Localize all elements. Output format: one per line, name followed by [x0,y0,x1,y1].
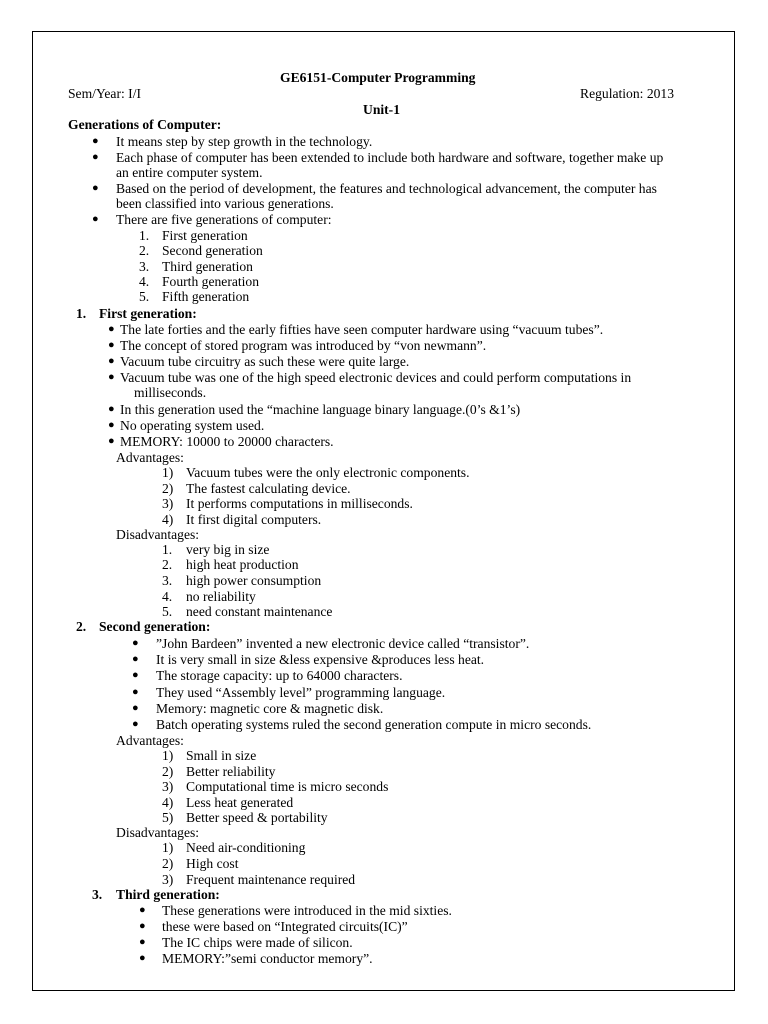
intro-bullet: Each phase of computer has been extended to include both hardware and software, together make up [116,150,664,165]
intro-bullet-cont: been classified into various generations. [116,196,334,211]
bullet-icon: ● [108,419,115,431]
bullet-icon: ● [108,403,115,415]
section-number: 1. [76,306,87,321]
bullet-text: ”John Bardeen” invented a new electronic device called “transistor”. [156,636,530,651]
bullet-icon: ● [92,135,99,147]
bullet-icon: ● [132,669,139,681]
intro-bullet: There are five generations of computer: [116,212,332,227]
advantage-item: Small in size [186,748,257,763]
bullet-text: MEMORY: 10000 to 20000 characters. [120,434,334,449]
section-heading: Second generation: [99,619,211,634]
advantage-item: It first digital computers. [186,512,322,527]
unit-title: Unit-1 [363,102,401,117]
list-number: 4. [162,589,173,604]
disadvantages-label: Disadvantages: [116,825,200,840]
list-item: Third generation [162,259,253,274]
bullet-icon: ● [92,182,99,194]
bullet-text: The IC chips were made of silicon. [162,935,353,950]
list-number: 1. [162,542,173,557]
list-number: 3. [162,573,173,588]
bullet-icon: ● [92,151,99,163]
list-number: 2) [162,481,174,496]
disadvantages-label: Disadvantages: [116,527,200,542]
list-number: 1) [162,748,174,763]
list-item: Second generation [162,243,263,258]
advantage-item: Better reliability [186,764,276,779]
list-number: 3) [162,496,174,511]
list-item: Fourth generation [162,274,260,289]
list-item: First generation [162,228,248,243]
advantage-item: It performs computations in milliseconds. [186,496,413,511]
course-title: GE6151-Computer Programming [280,70,476,85]
list-number: 4) [162,795,174,810]
bullet-text: They used “Assembly level” programming language. [156,685,446,700]
bullet-text: Vacuum tube was one of the high speed electronic devices and could perform computations in [120,370,632,385]
intro-bullet-cont: an entire computer system. [116,165,263,180]
list-number: 5. [162,604,173,619]
list-number: 3) [162,872,174,887]
list-number: 3) [162,779,174,794]
bullet-icon: ● [132,637,139,649]
list-number: 4. [139,274,150,289]
bullet-text: No operating system used. [120,418,265,433]
bullet-icon: ● [108,355,115,367]
list-number: 2) [162,856,174,871]
list-number: 5. [139,289,150,304]
bullet-text: The concept of stored program was introduced by “von newmann”. [120,338,487,353]
bullet-icon: ● [132,702,139,714]
list-number: 1) [162,840,174,855]
section-number: 3. [92,887,103,902]
advantage-item: Computational time is micro seconds [186,779,389,794]
bullet-icon: ● [108,339,115,351]
list-number: 2) [162,764,174,779]
sem-year: Sem/Year: I/I [68,86,141,101]
bullet-text-cont: milliseconds. [134,385,207,400]
bullet-text: These generations were introduced in the mid sixties. [162,903,452,918]
list-number: 1) [162,465,174,480]
disadvantage-item: Frequent maintenance required [186,872,356,887]
section-heading: Third generation: [116,887,220,902]
advantage-item: Less heat generated [186,795,294,810]
bullet-text: Vacuum tube circuitry as such these were quite large. [120,354,410,369]
advantage-item: The fastest calculating device. [186,481,351,496]
bullet-icon: ● [139,936,146,948]
disadvantage-item: need constant maintenance [186,604,333,619]
advantages-label: Advantages: [116,450,184,465]
section-heading: Generations of Computer: [68,117,222,132]
disadvantage-item: no reliability [186,589,256,604]
section-number: 2. [76,619,87,634]
bullet-icon: ● [108,435,115,447]
bullet-icon: ● [132,653,139,665]
bullet-text: The storage capacity: up to 64000 characters. [156,668,403,683]
advantage-item: Better speed & portability [186,810,328,825]
list-number: 1. [139,228,150,243]
disadvantage-item: high heat production [186,557,299,572]
bullet-text: The late forties and the early fifties have seen computer hardware using “vacuum tubes”. [120,322,604,337]
bullet-text: these were based on “Integrated circuits(IC)” [162,919,408,934]
bullet-icon: ● [108,371,115,383]
bullet-icon: ● [139,920,146,932]
list-number: 5) [162,810,174,825]
bullet-text: MEMORY:”semi conductor memory”. [162,951,373,966]
disadvantage-item: very big in size [186,542,270,557]
list-number: 3. [139,259,150,274]
bullet-text: Memory: magnetic core & magnetic disk. [156,701,384,716]
bullet-icon: ● [139,904,146,916]
list-number: 4) [162,512,174,527]
bullet-icon: ● [108,323,115,335]
bullet-icon: ● [139,952,146,964]
disadvantage-item: high power consumption [186,573,322,588]
bullet-text: It is very small in size &less expensive &produces less heat. [156,652,485,667]
disadvantage-item: High cost [186,856,239,871]
disadvantage-item: Need air-conditioning [186,840,306,855]
bullet-icon: ● [132,718,139,730]
section-heading: First generation: [99,306,197,321]
bullet-text: In this generation used the “machine language binary language.(0’s &1’s) [120,402,521,417]
regulation: Regulation: 2013 [580,86,675,101]
bullet-icon: ● [132,686,139,698]
bullet-icon: ● [92,213,99,225]
intro-bullet: It means step by step growth in the technology. [116,134,373,149]
advantage-item: Vacuum tubes were the only electronic components. [186,465,470,480]
list-number: 2. [139,243,150,258]
list-item: Fifth generation [162,289,250,304]
bullet-text: Batch operating systems ruled the second generation compute in micro seconds. [156,717,592,732]
advantages-label: Advantages: [116,733,184,748]
list-number: 2. [162,557,173,572]
intro-bullet: Based on the period of development, the features and technological advancement, the computer has [116,181,657,196]
